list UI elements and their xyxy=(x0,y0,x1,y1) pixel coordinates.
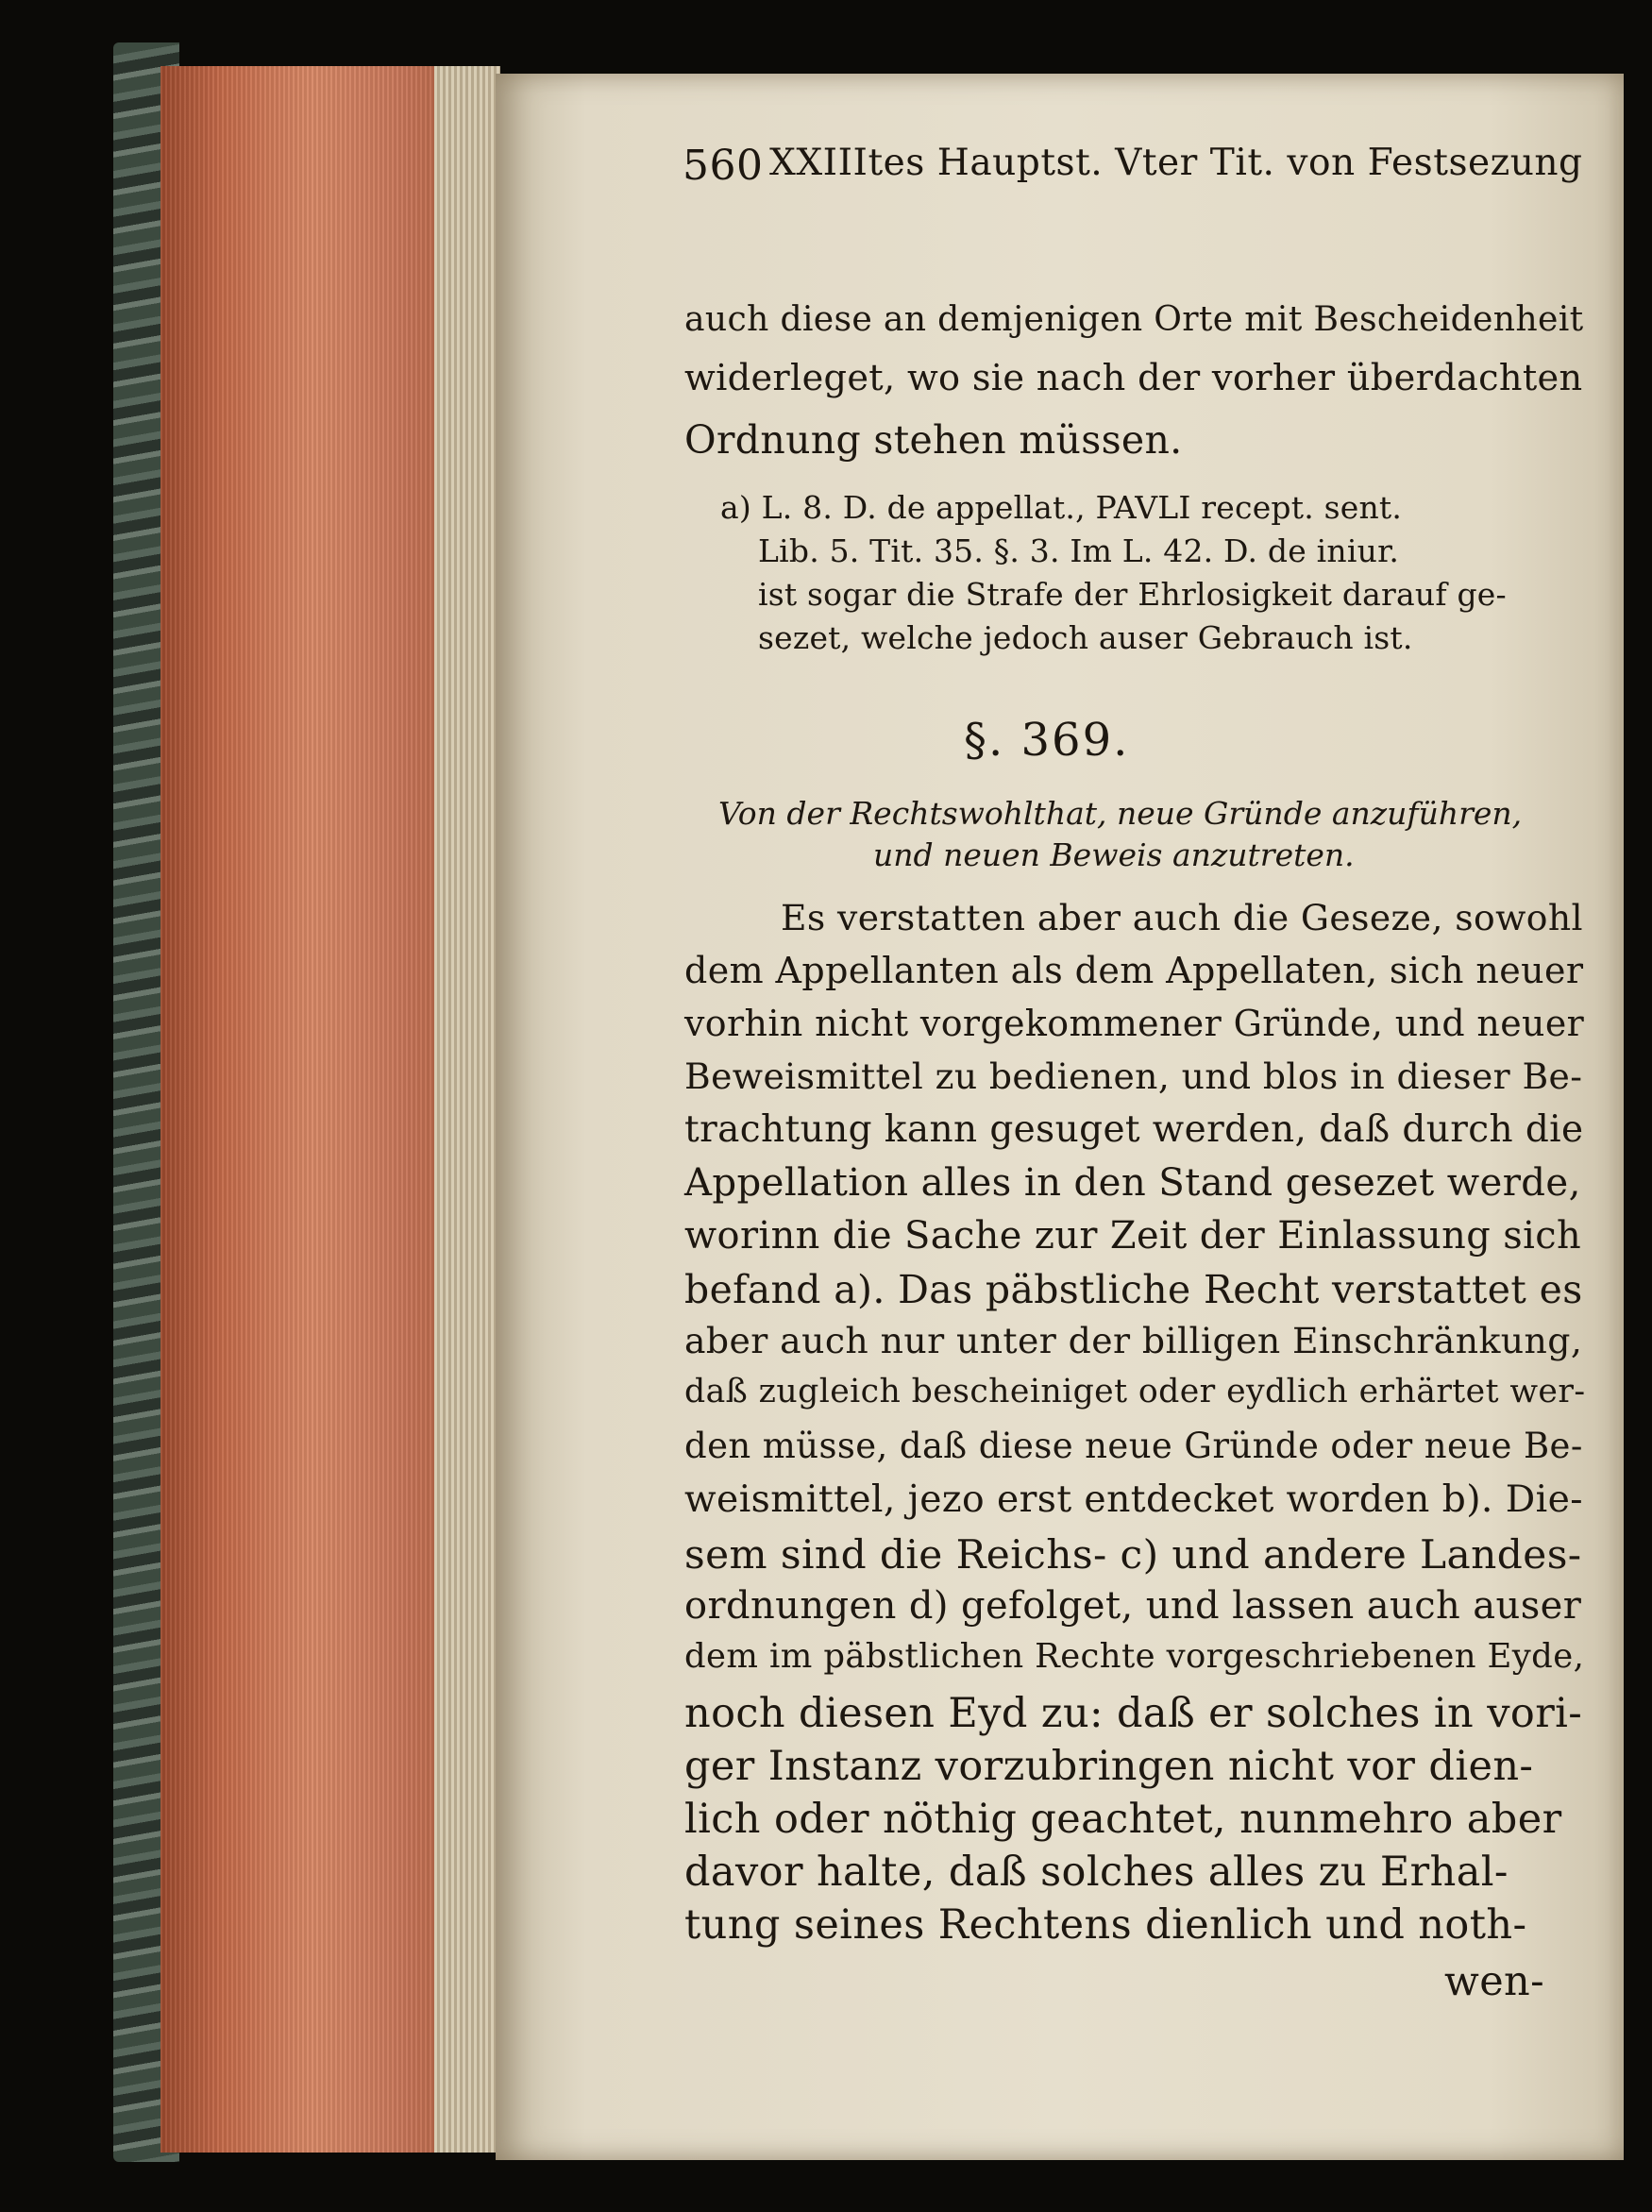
paragraph-line: worinn die Sache zur Zeit der Einlassung sich xyxy=(684,1214,1582,1258)
paragraph-line: ordnungen d) gefolget, und lassen auch auser xyxy=(684,1584,1582,1628)
intro-line: Ordnung stehen müssen. xyxy=(684,417,1183,463)
paragraph-line: ger Instanz vorzubringen nicht vor dien- xyxy=(684,1743,1534,1790)
footnote-line: sezet, welche jedoch auser Gebrauch ist. xyxy=(758,619,1413,656)
section-title-line: Von der Rechtswohlthat, neue Gründe anzuführen, xyxy=(718,795,1523,832)
footnote-line: ist sogar die Strafe der Ehrlosigkeit darauf ge- xyxy=(758,576,1507,613)
book-page xyxy=(496,74,1624,2160)
intro-line: widerleget, wo sie nach der vorher überdachten xyxy=(684,357,1583,399)
paragraph-line: Es verstatten aber auch die Geseze, sowohl xyxy=(781,897,1583,938)
section-title-line: und neuen Beweis anzutreten. xyxy=(873,836,1355,873)
running-title: XXIIItes Hauptst. Vter Tit. von Festsezung xyxy=(769,142,1583,184)
red-page-edges xyxy=(160,66,500,2153)
footnote-line: a) L. 8. D. de appellat., PAVLI recept. sent. xyxy=(720,489,1403,526)
paragraph-line: weismittel, jezo erst entdecket worden b). Die- xyxy=(684,1478,1583,1521)
paragraph-line: den müsse, daß diese neue Gründe oder neue Be- xyxy=(684,1426,1583,1466)
paragraph-line: trachtung kann gesuget werden, daß durch die xyxy=(684,1108,1584,1151)
catchword: wen- xyxy=(1444,1958,1545,2005)
footnote-line: Lib. 5. Tit. 35. §. 3. Im L. 42. D. de iniur. xyxy=(758,532,1400,569)
paragraph-line: vorhin nicht vorgekommener Gründe, und neuer xyxy=(684,1003,1585,1044)
paragraph-line: befand a). Das päbstliche Recht verstattet es xyxy=(684,1267,1583,1312)
paragraph-line: Beweismittel zu bedienen, und blos in dieser Be- xyxy=(684,1055,1583,1097)
page-number: 560 xyxy=(683,142,764,190)
paragraph-line: daß zugleich bescheiniget oder eydlich erhärtet wer- xyxy=(684,1373,1586,1410)
paragraph-line: lich oder nöthig geachtet, nunmehro aber xyxy=(684,1796,1562,1843)
intro-line: auch diese an demjenigen Orte mit Bescheidenheit xyxy=(684,298,1584,339)
paragraph-line: dem im päbstlichen Rechte vorgeschriebenen Eyde, xyxy=(684,1637,1585,1676)
paragraph-line: sem sind die Reichs- c) und andere Landes- xyxy=(684,1531,1582,1578)
paragraph-line: Appellation alles in den Stand gesezet werde, xyxy=(684,1161,1581,1205)
paragraph-line: dem Appellanten als dem Appellaten, sich neuer xyxy=(684,950,1584,991)
paragraph-line: davor halte, daß solches alles zu Erhal- xyxy=(684,1849,1509,1896)
paragraph-line: noch diesen Eyd zu: daß er solches in vori- xyxy=(684,1690,1583,1737)
paragraph-line: aber auch nur unter der billigen Einschränkung, xyxy=(684,1320,1583,1361)
section-number: §. 369. xyxy=(964,714,1130,767)
paragraph-line: tung seines Rechtens dienlich und noth- xyxy=(684,1901,1527,1949)
